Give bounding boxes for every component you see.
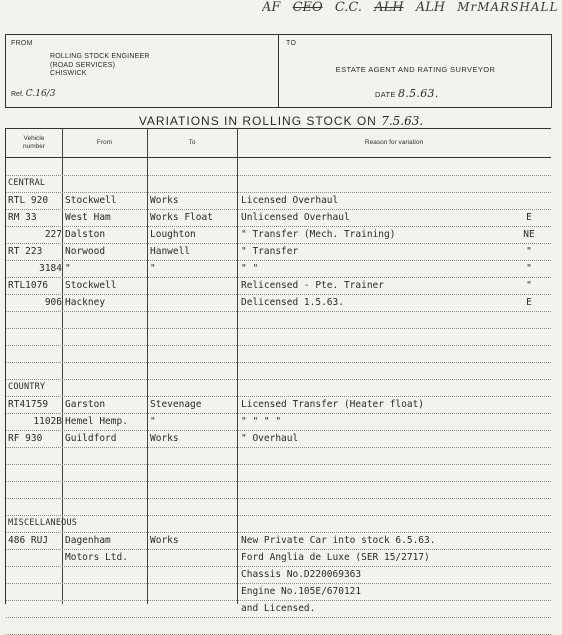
title-date: 7.5.63.	[381, 114, 424, 128]
cell-from	[63, 328, 149, 345]
cell-vehicle: RTL1076	[8, 280, 49, 291]
cell-depot: E	[526, 212, 532, 223]
cell-depot: "	[526, 263, 532, 274]
cell-to	[148, 447, 238, 464]
cell-reason: Licensed Overhaul	[241, 195, 339, 206]
cell-from	[63, 379, 149, 396]
cell-depot	[511, 583, 547, 600]
cell-depot	[511, 532, 547, 549]
cell-depot	[511, 192, 547, 209]
table-row	[6, 447, 551, 465]
cell-from	[63, 345, 149, 362]
cell-from	[63, 583, 149, 600]
cell-vehicle	[8, 158, 62, 175]
cell-vehicle	[8, 549, 62, 566]
cell-vehicle: 1102B	[33, 416, 62, 427]
cell-reason	[239, 379, 519, 396]
handwritten-sub-initials: C.C.	[334, 0, 363, 15]
table-row	[6, 192, 551, 210]
col-header-vehicle	[6, 129, 62, 157]
cell-reason: Engine No.105E/670121	[241, 586, 362, 597]
table-row	[6, 345, 551, 363]
cell-to	[148, 328, 238, 345]
table-row	[6, 549, 551, 567]
cell-from	[63, 481, 149, 498]
cell-from: Hackney	[65, 297, 106, 308]
cell-reason: Ford Anglia de Luxe (SER 15/2717)	[241, 552, 430, 563]
cell-depot: "	[526, 280, 532, 291]
cell-from	[63, 447, 149, 464]
cell-reason	[239, 175, 519, 192]
table-row	[6, 243, 551, 261]
cell-to: Works	[150, 195, 179, 206]
table-header	[6, 129, 551, 158]
handwritten-crossed-out: CEO	[292, 0, 323, 15]
cell-reason: " Overhaul	[241, 433, 299, 444]
cell-reason	[239, 345, 519, 362]
cell-depot: E	[526, 297, 532, 308]
cell-vehicle: 906	[44, 297, 62, 308]
cell-vehicle	[8, 345, 62, 362]
from-line: CHISWICK	[50, 70, 87, 77]
cell-from: Stockwell	[65, 280, 117, 291]
cell-reason	[239, 311, 519, 328]
cell-vehicle	[8, 447, 62, 464]
cell-reason: and Licensed.	[241, 603, 316, 614]
cell-reason	[239, 515, 519, 532]
cell-depot	[511, 464, 547, 481]
cell-vehicle: CENTRAL	[8, 178, 46, 188]
cell-to	[148, 549, 238, 566]
cell-to	[148, 566, 238, 583]
cell-from	[63, 362, 149, 379]
cell-vehicle: 227	[44, 229, 62, 240]
table-row	[6, 294, 551, 312]
handwritten-recipient: MrMARSHALL	[457, 0, 559, 14]
cell-to	[148, 294, 238, 311]
cell-to	[148, 481, 238, 498]
page-title	[0, 114, 562, 128]
table-row	[6, 481, 551, 499]
cell-reason	[239, 481, 519, 498]
cell-to	[148, 515, 238, 532]
cell-from: Norwood	[65, 246, 106, 257]
cell-to	[148, 379, 238, 396]
table-row	[6, 396, 551, 414]
cell-depot	[511, 362, 547, 379]
table-row	[6, 362, 551, 380]
cell-to	[148, 583, 238, 600]
cell-vehicle: RM 33	[8, 212, 37, 223]
cell-to: "	[150, 416, 156, 427]
cell-vehicle: 3184	[39, 263, 62, 274]
from-line: ROLLING STOCK ENGINEER	[50, 53, 150, 60]
cell-from	[63, 311, 149, 328]
cell-from	[63, 515, 149, 532]
cell-from	[63, 175, 149, 192]
from-label: FROM	[11, 40, 33, 47]
table-row	[6, 532, 551, 550]
cell-reason: " "	[241, 263, 259, 274]
col-header-vehicle-line: Vehicle	[23, 135, 45, 142]
table-row	[6, 566, 551, 584]
cell-vehicle: MISCELLANEOUS	[8, 518, 78, 528]
cell-from: "	[65, 263, 71, 274]
table-row	[6, 158, 551, 176]
table-row	[6, 175, 551, 193]
cell-vehicle: RT41759	[8, 399, 49, 410]
handwritten-alh-sub: ALH	[415, 0, 446, 15]
date-value: 8.5.63.	[398, 87, 439, 100]
cell-depot	[511, 345, 547, 362]
cell-to	[148, 464, 238, 481]
cell-vehicle: RF 930	[8, 433, 43, 444]
table-row	[6, 226, 551, 244]
cell-to: Loughton	[150, 229, 196, 240]
cell-from: Guildford	[65, 433, 117, 444]
cell-from: Motors Ltd.	[65, 552, 128, 563]
cell-depot	[511, 413, 547, 430]
col-header-from: From	[96, 139, 113, 146]
cell-reason: Delicensed 1.5.63.	[241, 297, 344, 308]
cell-vehicle	[8, 481, 62, 498]
cell-to	[148, 345, 238, 362]
cell-from: Stockwell	[65, 195, 117, 206]
cell-to	[148, 617, 238, 634]
cell-reason	[239, 464, 519, 481]
col-header-to: To	[188, 139, 196, 146]
cell-from: Dagenham	[65, 535, 111, 546]
cell-depot	[511, 515, 547, 532]
cell-to: Hanwell	[150, 246, 191, 257]
cell-to	[148, 277, 238, 294]
handwritten-alh: ALH	[374, 0, 404, 15]
cell-from: West Ham	[65, 212, 111, 223]
cell-vehicle	[8, 498, 62, 515]
col-header-vehicle-line: number	[22, 143, 46, 150]
cell-from: Hemel Hemp.	[65, 416, 128, 427]
cell-vehicle: COUNTRY	[8, 382, 46, 392]
cell-to	[148, 362, 238, 379]
cell-to	[148, 311, 238, 328]
cell-vehicle	[8, 617, 62, 634]
to-label: TO	[286, 40, 297, 47]
table-row	[6, 379, 551, 397]
cell-reason: Chassis No.D220069363	[241, 569, 362, 580]
cell-reason	[239, 328, 519, 345]
cell-to: Stevenage	[150, 399, 202, 410]
cell-reason	[239, 158, 519, 175]
cell-reason: New Private Car into stock 6.5.63.	[241, 535, 436, 546]
cell-reason	[239, 447, 519, 464]
cell-depot	[511, 379, 547, 396]
handwritten-annotations	[262, 0, 562, 22]
variations-table	[5, 128, 551, 614]
cell-vehicle	[8, 566, 62, 583]
table-row	[6, 413, 551, 431]
cell-depot: "	[526, 246, 532, 257]
table-row	[6, 498, 551, 516]
title-text: VARIATIONS IN ROLLING STOCK ON	[138, 114, 377, 128]
cell-depot	[511, 617, 547, 634]
cell-depot	[511, 430, 547, 447]
col-header-reason: Reason for variation	[364, 139, 424, 146]
ref-label: Ref.	[11, 91, 24, 98]
cell-depot	[511, 158, 547, 175]
ref-value: C.16/3	[25, 89, 56, 99]
to-section	[280, 35, 551, 107]
cell-vehicle	[8, 583, 62, 600]
to-recipient: ESTATE AGENT AND RATING SURVEYOR	[335, 65, 496, 74]
table-row	[6, 328, 551, 346]
cell-depot	[511, 549, 547, 566]
from-address	[50, 53, 150, 79]
cell-depot	[511, 396, 547, 413]
cell-from	[63, 566, 149, 583]
table-row	[6, 209, 551, 227]
reference	[11, 89, 55, 99]
cell-to	[148, 158, 238, 175]
cell-reason: Unlicensed Overhaul	[241, 212, 350, 223]
cell-vehicle: RT 223	[8, 246, 43, 257]
from-line: (ROAD SERVICES)	[50, 61, 116, 69]
table-row	[6, 515, 551, 533]
cell-depot: NE	[523, 229, 535, 240]
from-section	[6, 35, 279, 107]
cell-vehicle: RTL 920	[8, 195, 49, 206]
cell-to: Works	[150, 535, 179, 546]
cell-reason	[239, 498, 519, 515]
cell-from	[63, 617, 149, 634]
cell-vehicle	[8, 464, 62, 481]
cell-depot	[511, 498, 547, 515]
cell-depot	[511, 566, 547, 583]
cell-depot	[511, 481, 547, 498]
cell-from: Dalston	[65, 229, 106, 240]
table-row	[6, 617, 551, 635]
cell-to: Works	[150, 433, 179, 444]
cell-from	[63, 498, 149, 515]
cell-vehicle	[8, 328, 62, 345]
table-row	[6, 583, 551, 601]
handwritten-initials: AF	[262, 0, 281, 15]
cell-vehicle: 486 RUJ	[8, 535, 49, 546]
cell-from	[63, 158, 149, 175]
cell-depot	[511, 447, 547, 464]
table-row	[6, 260, 551, 278]
cell-reason: Licensed Transfer (Heater float)	[241, 399, 425, 410]
cell-from	[63, 464, 149, 481]
table-row	[6, 277, 551, 295]
cell-reason: " " " "	[241, 416, 282, 427]
memo-date	[375, 87, 439, 100]
cell-to: Works Float	[150, 212, 213, 223]
cell-vehicle	[8, 362, 62, 379]
cell-reason: " Transfer (Mech. Training)	[241, 229, 396, 240]
memo-header	[5, 34, 552, 108]
cell-reason	[239, 362, 519, 379]
cell-vehicle	[8, 311, 62, 328]
cell-depot	[511, 175, 547, 192]
date-label: DATE	[375, 90, 396, 99]
cell-reason	[239, 617, 519, 634]
table-row	[6, 464, 551, 482]
cell-to	[148, 498, 238, 515]
cell-to: "	[150, 263, 156, 274]
cell-to	[148, 175, 238, 192]
cell-depot	[511, 328, 547, 345]
cell-depot	[511, 311, 547, 328]
cell-from: Garston	[65, 399, 106, 410]
cell-reason: Relicensed - Pte. Trainer	[241, 280, 384, 291]
cell-reason: " Transfer	[241, 246, 299, 257]
table-row	[6, 430, 551, 448]
table-row	[6, 311, 551, 329]
